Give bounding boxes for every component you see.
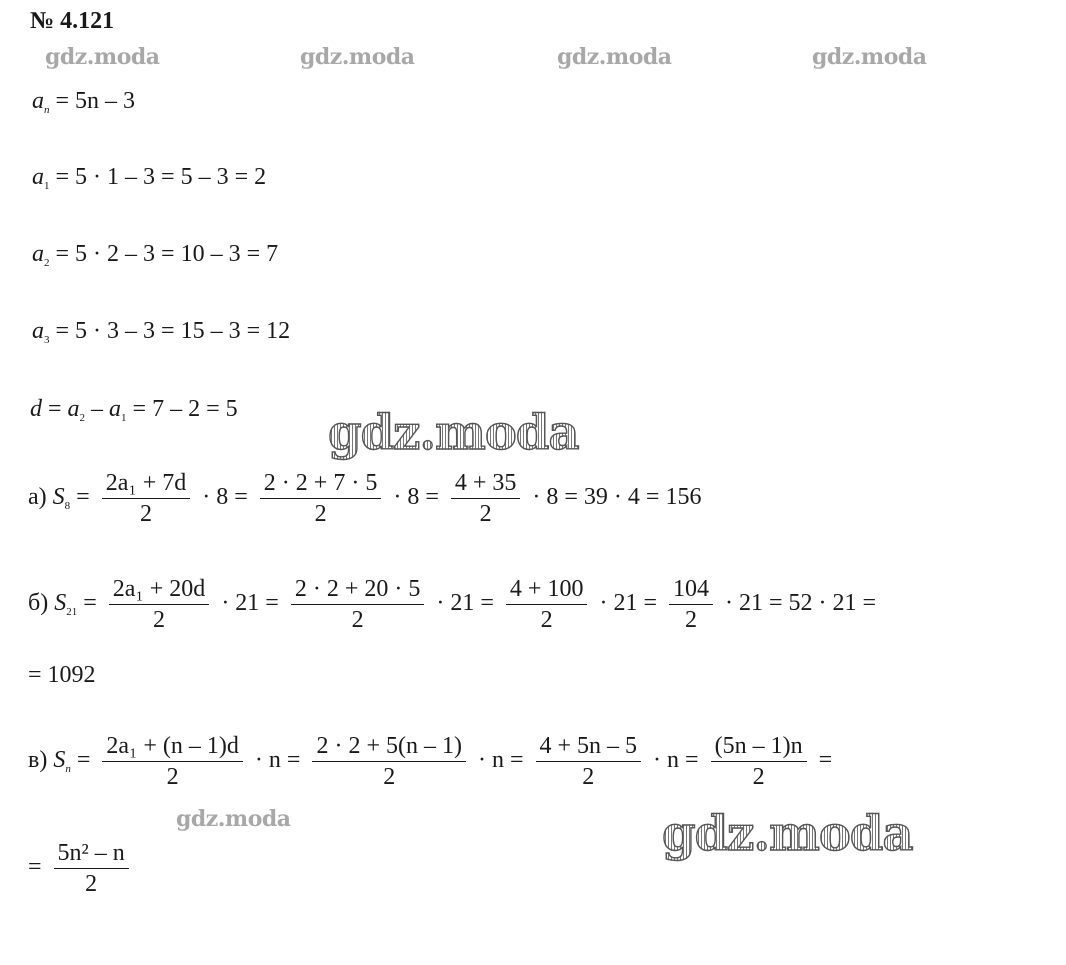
watermark-large: gdz.moda <box>662 806 913 862</box>
fraction: $\frac{2 \cdot 2 + 7 \cdot 5}{2}$ <box>260 470 382 527</box>
fraction: $\frac{(5n - 1)n}{2}$ <box>711 733 807 790</box>
part-b: б) $S_{21}$ = $\frac{\text{2a₁ + 20d}}{2}$ · 21 = $\frac{2 \cdot 2 + 20 \cdot 5}{2}$ · 21 = $\frac{4 + 100}{2}$ · 21 = $\frac{104}{2}$ · 21 = 52 · 21 = <box>28 576 877 633</box>
fraction: $\frac{4 + 100}{2}$ <box>506 576 588 633</box>
part-a: а) $S_8$ = $\frac{\text{2a₁ + 7d}}{2}$ · 8 = $\frac{2 \cdot 2 + 7 \cdot 5}{2}$ · 8 = $\frac{4 + 35}{2}$ · 8 = 39 · 4 = 156 <box>28 470 702 527</box>
formula-d-rhs: = 7 – 2 = 5 <box>132 396 238 422</box>
formula-a1: $a_1 = 5 \cdot 1 - 3 = 5 - 3 = 2$ <box>32 164 267 192</box>
part-c-label: в) <box>28 747 48 774</box>
part-a-label: а) <box>28 484 47 511</box>
fraction: $\frac{\text{2a₁ + 20d}}{2}$ <box>109 576 210 633</box>
watermark: gdz.moda <box>557 44 672 70</box>
formula-a1-rhs: = 5 · 1 – 3 = 5 – 3 = 2 <box>55 164 267 190</box>
watermark: gdz.moda <box>45 44 160 70</box>
formula-an-rhs: = 5n – 3 <box>55 88 136 114</box>
formula-a3: $a_3 = 5 \cdot 3 - 3 = 15 - 3 = 12$ <box>32 318 291 346</box>
problem-number: № 4.121 <box>30 8 115 34</box>
fraction: $\frac{4 + 35}{2}$ <box>451 470 521 527</box>
watermark: gdz.moda <box>300 44 415 70</box>
formula-d: $d = a_2 - a_1 = 7 - 2 = 5$ <box>30 396 238 424</box>
fraction: $\frac{2 \cdot 2 + 5(n - 1)}{2}$ <box>312 733 466 790</box>
fraction: $\frac{\text{2a₁ + (n – 1)d}}{2}$ <box>102 733 243 790</box>
watermark: gdz.moda <box>176 806 291 832</box>
formula-an: $a_n = 5n - 3$ <box>32 88 136 116</box>
fraction: $\frac{\text{2a₁ + 7d}}{2}$ <box>102 470 191 527</box>
part-c: в) $S_n$ = $\frac{\text{2a₁ + (n – 1)d}}{2}$ · n = $\frac{2 \cdot 2 + 5(n - 1)}{2}$ · n = $\frac{4 + 5n - 5}{2}$ · n = $\frac{(5n - 1)n}{2}$ = <box>28 733 833 790</box>
fraction: $\frac{\text{5n² – n}}{2}$ <box>54 840 129 897</box>
part-a-result: · 8 = 39 · 4 = 156 <box>532 484 702 511</box>
part-b-label: б) <box>28 590 49 617</box>
fraction: $\frac{104}{2}$ <box>669 576 713 633</box>
formula-a3-rhs: = 5 · 3 – 3 = 15 – 3 = 12 <box>55 318 291 344</box>
fraction: $\frac{4 + 5n - 5}{2}$ <box>536 733 642 790</box>
fraction: $\frac{2 \cdot 2 + 20 \cdot 5}{2}$ <box>291 576 425 633</box>
watermark: gdz.moda <box>812 44 927 70</box>
part-c-continuation: = $\frac{\text{5n² – n}}{2}$ <box>28 840 135 897</box>
part-b-result: · 21 = 52 · 21 = <box>724 590 877 617</box>
formula-a2: $a_2 = 5 \cdot 2 - 3 = 10 - 3 = 7$ <box>32 241 279 269</box>
watermark-large: gdz.moda <box>328 405 579 461</box>
part-b-continuation: = 1092 <box>28 662 96 688</box>
formula-a2-rhs: = 5 · 2 – 3 = 10 – 3 = 7 <box>55 241 279 267</box>
